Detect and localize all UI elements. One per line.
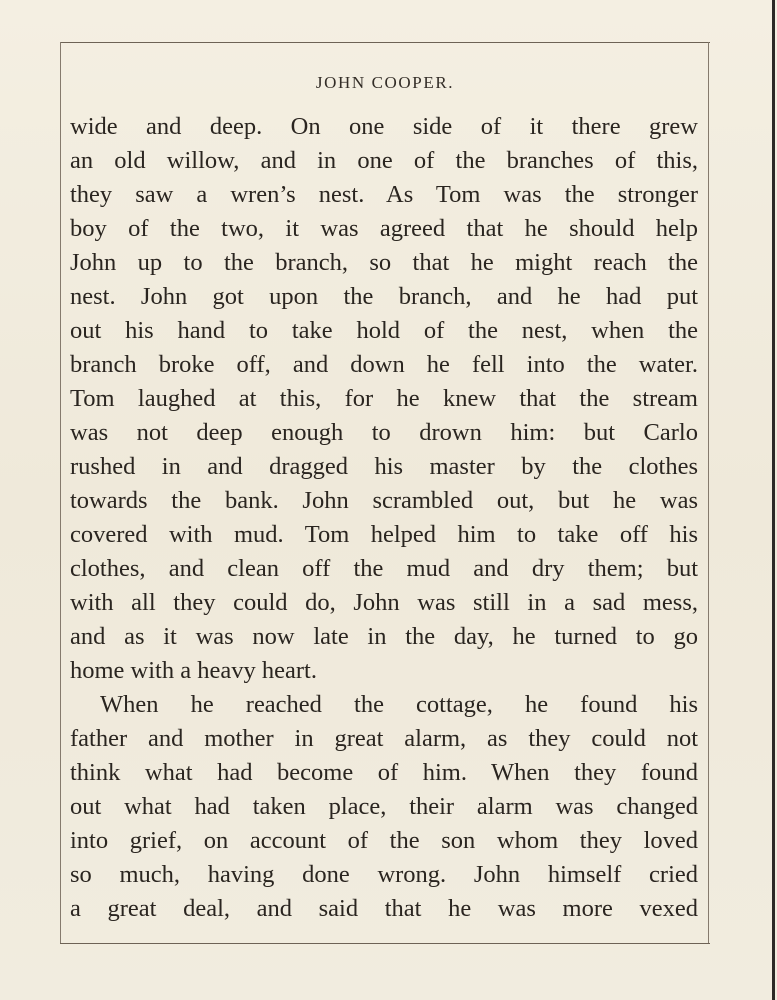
- text-line: father and mother in great alarm, as they could not: [70, 725, 698, 752]
- text-line: towards the bank. John scrambled out, but he was: [70, 487, 698, 514]
- paragraph-end-line: home with a heavy heart.: [70, 657, 317, 684]
- left-rule: [60, 42, 61, 943]
- text-line: with all they could do, John was still in a sad mess,: [70, 589, 698, 616]
- text-line: an old willow, and in one of the branches of this,: [70, 147, 698, 174]
- bottom-rule: [60, 943, 710, 944]
- text-line: branch broke off, and down he fell into the water.: [70, 351, 698, 378]
- text-line: covered with mud. Tom helped him to take off his: [70, 521, 698, 548]
- text-line: a great deal, and said that he was more vexed: [70, 895, 698, 922]
- text-line: nest. John got upon the branch, and he had put: [70, 283, 698, 310]
- body-text: [70, 110, 698, 926]
- text-line: clothes, and clean off the mud and dry them; but: [70, 555, 698, 582]
- text-line: Tom laughed at this, for he knew that the stream: [70, 385, 698, 412]
- text-line: was not deep enough to drown him: but Carlo: [70, 419, 698, 446]
- text-line: out what had taken place, their alarm was changed: [70, 793, 698, 820]
- text-line: think what had become of him. When they found: [70, 759, 698, 786]
- page-edge: [772, 0, 775, 1000]
- text-line: wide and deep. On one side of it there grew: [70, 113, 698, 140]
- text-line: into grief, on account of the son whom they loved: [70, 827, 698, 854]
- text-line: so much, having done wrong. John himself cried: [70, 861, 698, 888]
- text-line: John up to the branch, so that he might reach the: [70, 249, 698, 276]
- text-line: they saw a wren’s nest. As Tom was the stronger: [70, 181, 698, 208]
- text-line: out his hand to take hold of the nest, when the: [70, 317, 698, 344]
- text-line: rushed in and dragged his master by the clothes: [70, 453, 698, 480]
- text-line: boy of the two, it was agreed that he should help: [70, 215, 698, 242]
- top-rule: [60, 42, 710, 43]
- right-rule: [708, 42, 709, 943]
- text-line: and as it was now late in the day, he turned to go: [70, 623, 698, 650]
- running-head: JOHN COOPER.: [315, 73, 455, 92]
- paragraph-start-line: When he reached the cottage, he found his: [100, 691, 698, 718]
